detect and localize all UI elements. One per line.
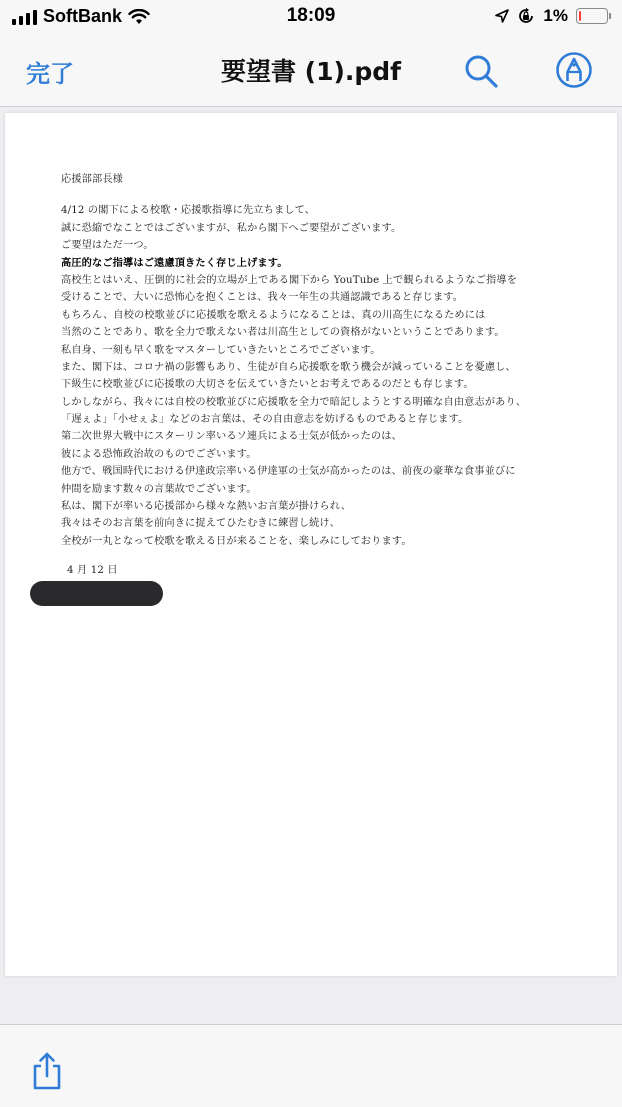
document-line: 当然のことであり、歌を全力で歌えない者は川高生としての資格がないということであります。	[61, 327, 505, 339]
battery-level	[579, 11, 581, 21]
document-line: ご要望はただ一つ。	[61, 240, 154, 252]
bottom-toolbar	[0, 1024, 622, 1107]
battery-percent: 1%	[543, 6, 568, 25]
nav-bar	[0, 34, 622, 107]
document-line-emphasis: 高圧的なご指導はご遠慮頂きたく存じ上げます。	[61, 257, 288, 269]
document-line: 全校が一丸となって校歌を歌える日が来ることを、楽しみにしております。	[61, 535, 412, 547]
document-line: 高校生とはいえ、圧倒的に社会的立場が上である閣下から YouTube 上で観られるようなご指導を	[61, 274, 518, 286]
redaction-mark	[30, 581, 163, 606]
addressee: 応援部部長様	[61, 174, 124, 185]
document-date: 4 月 12 日	[67, 565, 118, 577]
document-line: 仲間を励ます数々の言葉故でございます。	[61, 483, 257, 495]
carrier-name: SoftBank	[43, 6, 123, 26]
search-icon[interactable]	[462, 52, 500, 90]
document-line: 私自身、一刻も早く歌をマスターしていきたいところでございます。	[61, 344, 381, 356]
status-right	[495, 6, 608, 26]
pdf-page[interactable]	[5, 113, 617, 976]
markup-pen-icon[interactable]	[555, 51, 593, 89]
done-button[interactable]: 完了	[26, 60, 74, 88]
document-line: 「遅ぇよ」「小せぇよ」などのお言葉は、その自由意志を妨げるものであると存じます。	[61, 414, 469, 426]
document-line: 誠に恐縮でなことではございますが、私から閣下へご要望がございます。	[61, 222, 402, 234]
share-icon[interactable]	[30, 1051, 64, 1091]
status-time: 18:09	[286, 5, 336, 26]
document-lines	[61, 202, 561, 550]
document-line: 我々はそのお言葉を前向きに捉えてひたむきに練習し続け、	[61, 518, 341, 530]
location-arrow-icon	[495, 9, 509, 23]
battery-icon	[576, 8, 608, 24]
rotation-lock-icon	[517, 7, 535, 25]
status-bar	[0, 0, 622, 34]
document-line: 他方で、戦国時代における伊達政宗率いる伊達軍の士気が高かったのは、前夜の豪華な食事並びに	[61, 466, 516, 478]
document-line: 下級生に校歌並びに応援歌の大切さを伝えていきたいとお考えであるのだとも存じます。	[61, 379, 474, 391]
document-line: 第二次世界大戦中にスターリン率いるソ連兵による士気が低かったのは、	[61, 431, 402, 443]
document-line: 彼による恐怖政治故のものでございます。	[61, 448, 257, 460]
document-line: また、閣下は、コロナ禍の影響もあり、生徒が自ら応援歌を歌う機会が減っていることを憂慮し、	[61, 361, 516, 373]
document-line: もちろん、自校の校歌並びに応援歌を歌えるようになることは、真の川高生になるためには	[61, 309, 486, 321]
document-line: 4/12 の閣下による校歌・応援歌指導に先立ちまして、	[61, 205, 316, 217]
document-line: 受けることで、大いに恐怖心を抱くことは、我々一年生の共通認識であると存じます。	[61, 292, 464, 304]
document-body	[61, 171, 561, 580]
document-line: しかしながら、我々には自校の校歌並びに応援歌を全力で暗記しようとする明確な自由意志があり、	[61, 396, 527, 408]
document-title: 要望書 (1).pdf	[220, 57, 402, 86]
document-line: 私は、閣下が率いる応援部から様々な熱いお言葉が掛けられ、	[61, 501, 352, 513]
